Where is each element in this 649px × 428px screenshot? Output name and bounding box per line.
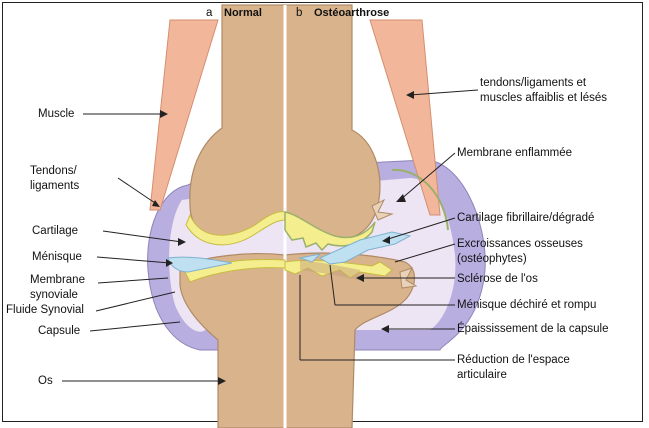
label-tendons-oa-line2: muscles affaiblis et lésés	[480, 92, 607, 104]
label-tendons-line2: ligaments	[30, 180, 80, 192]
label-excroissances-line2: (ostéophytes)	[457, 253, 527, 265]
label-epaississement: Épaississement de la capsule	[457, 323, 609, 335]
label-membrane-line2: synoviale	[30, 289, 78, 301]
label-membrane-line1: Membrane	[30, 274, 85, 286]
label-sclerose: Sclérose de l'os	[457, 273, 538, 285]
label-capsule: Capsule	[38, 325, 81, 337]
panel-letter-b: b	[296, 7, 303, 19]
label-excroissances-line1: Excroissances osseuses	[457, 238, 583, 250]
label-fluide-synovial: Fluide Synovial	[6, 304, 84, 316]
label-tendons-oa-line1: tendons/ligaments et	[480, 77, 587, 89]
label-muscle: Muscle	[38, 108, 75, 120]
label-membrane-enflammee: Membrane enflammée	[457, 147, 573, 159]
label-os: Os	[38, 375, 53, 387]
label-reduction-line2: articulaire	[457, 369, 507, 381]
panel-title-osteoarthrose: Ostéoarthrose	[314, 7, 390, 19]
panel-title-normal: Normal	[224, 7, 262, 19]
label-menisque: Ménisque	[32, 251, 82, 263]
label-tendons-line1: Tendons/	[30, 165, 77, 177]
label-reduction-line1: Réduction de l'espace	[457, 354, 570, 366]
label-cartilage: Cartilage	[32, 225, 79, 237]
label-menisque-dechire: Ménisque déchiré et rompu	[457, 299, 597, 311]
label-cartilage-degrade: Cartilage fibrillaire/dégradé	[457, 212, 595, 224]
panel-letter-a: a	[206, 7, 213, 19]
